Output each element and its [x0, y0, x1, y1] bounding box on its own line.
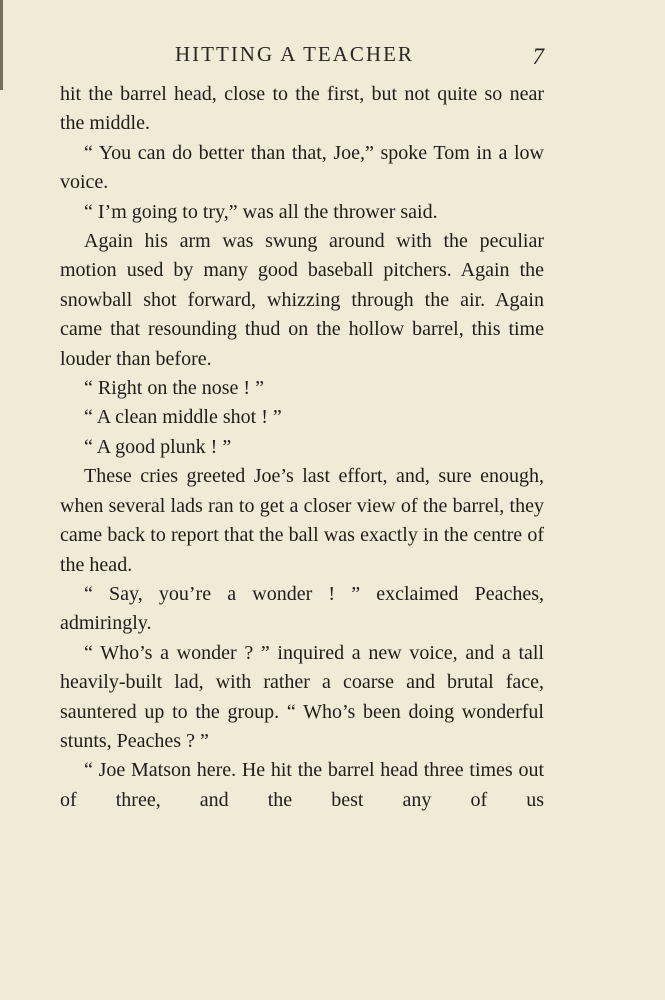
- running-title: HITTING A TEACHER: [175, 42, 414, 66]
- paragraph-9: “ Say, you’re a wonder ! ” exclaimed Peaches, admiringly.: [60, 582, 544, 635]
- running-header: [60, 42, 544, 70]
- paragraph-8: These cries greeted Joe’s last effort, and, sure enough, when several lads ran to get a closer view of the barrel, they came back to report that the ball was exactly in the centre of the head.: [60, 465, 544, 576]
- page-number: 7: [532, 44, 544, 69]
- paragraph-6: “ A clean middle shot ! ”: [84, 406, 282, 429]
- paragraph-1: hit the barrel head, close to the first, but not quite so near the middle.: [60, 83, 544, 135]
- paragraph-11: “ Joe Matson here. He hit the barrel head three times out of three, and the best any of us: [60, 759, 544, 811]
- paragraph-10: “ Who’s a wonder ? ” inquired a new voice, and a tall heavily-built lad, with rather a coarse and brutal face, sauntered up to the group. “ Who’s been doing wonderful stunts, Peaches ? ”: [60, 641, 544, 752]
- paragraph-5: “ Right on the nose ! ”: [84, 377, 264, 400]
- paragraph-3: “ I’m going to try,” was all the thrower said.: [84, 200, 438, 223]
- page-edge-shadow: [0, 0, 3, 90]
- paragraph-7: “ A good plunk ! ”: [84, 435, 232, 458]
- paragraph-2: “ You can do better than that, Joe,” spoke Tom in a low voice.: [60, 141, 544, 194]
- paragraph-4: Again his arm was swung around with the peculiar motion used by many good baseball pitchers. Again the snowball shot forward, whizzing through the air. Again came that resounding thud on the hollow barrel, this time louder than before.: [60, 230, 544, 370]
- body-text: [60, 80, 544, 815]
